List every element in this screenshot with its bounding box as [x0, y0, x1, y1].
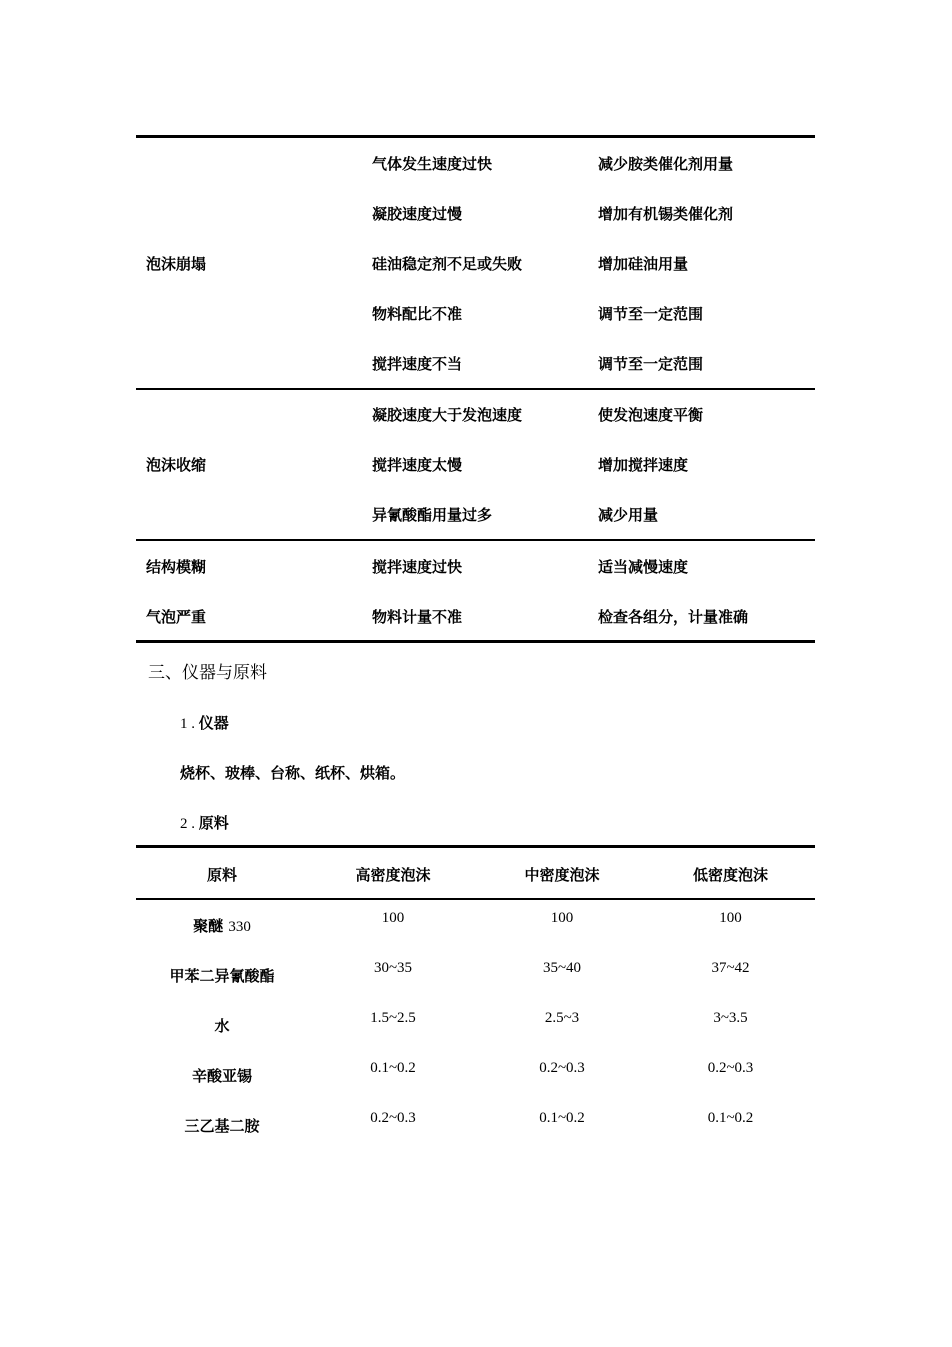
solution-cell: 减少用量: [598, 506, 659, 524]
problem-label: 泡沫收缩: [146, 456, 207, 474]
problem-label: 结构模糊: [146, 558, 207, 576]
table-top-rule: [136, 845, 815, 848]
section-heading: 三、仪器与原料: [148, 663, 267, 683]
material-name: 辛酸亚锡: [191, 1067, 252, 1085]
material-name: 甲苯二异氰酸酯: [169, 967, 275, 985]
solution-cell: 增加搅拌速度: [598, 456, 689, 474]
solution-cell: 增加有机锡类催化剂: [598, 205, 734, 223]
item-heading-materials: 2 . 原料: [180, 814, 229, 832]
solution-cell: 适当减慢速度: [598, 558, 689, 576]
value-cell: 0.2~0.3: [370, 1110, 416, 1126]
value-cell: 1.5~2.5: [370, 1010, 416, 1026]
cause-cell: 凝胶速度过慢: [372, 205, 463, 223]
value-cell: 0.1~0.2: [370, 1060, 416, 1076]
column-header: 低密度泡沫: [692, 866, 768, 884]
problem-label: 气泡严重: [146, 608, 207, 626]
cause-cell: 搅拌速度太慢: [372, 456, 463, 474]
cause-cell: 物料计量不准: [372, 608, 463, 626]
solution-cell: 减少胺类催化剂用量: [598, 155, 734, 173]
value-cell: 100: [550, 910, 574, 926]
item-title: 仪器: [198, 714, 229, 732]
table-bottom-rule: [136, 640, 815, 643]
cause-cell: 凝胶速度大于发泡速度: [372, 406, 523, 424]
value-cell: 0.2~0.3: [539, 1060, 585, 1076]
instruments-text: 烧杯、玻棒、台称、纸杯、烘箱。: [180, 764, 406, 782]
header-rule: [136, 898, 815, 900]
cause-cell: 气体发生速度过快: [372, 155, 493, 173]
group-divider: [136, 539, 815, 541]
value-cell: 35~40: [542, 960, 582, 976]
column-header: 高密度泡沫: [355, 866, 431, 884]
problem-label: 泡沫崩塌: [146, 255, 207, 273]
solution-cell: 增加硅油用量: [598, 255, 689, 273]
item-number: 1: [180, 716, 188, 732]
column-header: 中密度泡沫: [524, 866, 600, 884]
item-heading-instruments: 1 . 仪器: [180, 714, 229, 732]
material-name: 水: [214, 1017, 230, 1035]
cause-cell: 搅拌速度不当: [372, 355, 463, 373]
value-cell: 100: [719, 910, 742, 926]
solution-cell: 使发泡速度平衡: [598, 406, 704, 424]
item-title: 原料: [198, 814, 229, 832]
item-number: 2: [180, 816, 188, 832]
value-cell: 0.2~0.3: [707, 1060, 754, 1076]
value-cell: 30~35: [373, 960, 413, 976]
value-cell: 0.1~0.2: [539, 1110, 585, 1126]
value-cell: 3~3.5: [713, 1010, 748, 1026]
value-cell: 100: [381, 910, 405, 926]
material-name: 三乙基二胺: [184, 1117, 260, 1135]
solution-cell: 检查各组分，计量准确: [598, 608, 749, 626]
material-name: 聚醚 330: [193, 917, 251, 935]
value-cell: 37~42: [711, 960, 750, 976]
cause-cell: 搅拌速度过快: [372, 558, 463, 576]
value-cell: 2.5~3: [544, 1010, 580, 1026]
column-header: 原料: [206, 866, 237, 884]
group-divider: [136, 388, 815, 390]
value-cell: 0.1~0.2: [707, 1110, 754, 1126]
cause-cell: 硅油稳定剂不足或失败: [372, 255, 523, 273]
solution-cell: 调节至一定范围: [598, 305, 704, 323]
cause-cell: 物料配比不准: [372, 305, 463, 323]
cause-cell: 异氰酸酯用量过多: [372, 506, 493, 524]
solution-cell: 调节至一定范围: [598, 355, 704, 373]
table-top-rule: [136, 135, 815, 138]
